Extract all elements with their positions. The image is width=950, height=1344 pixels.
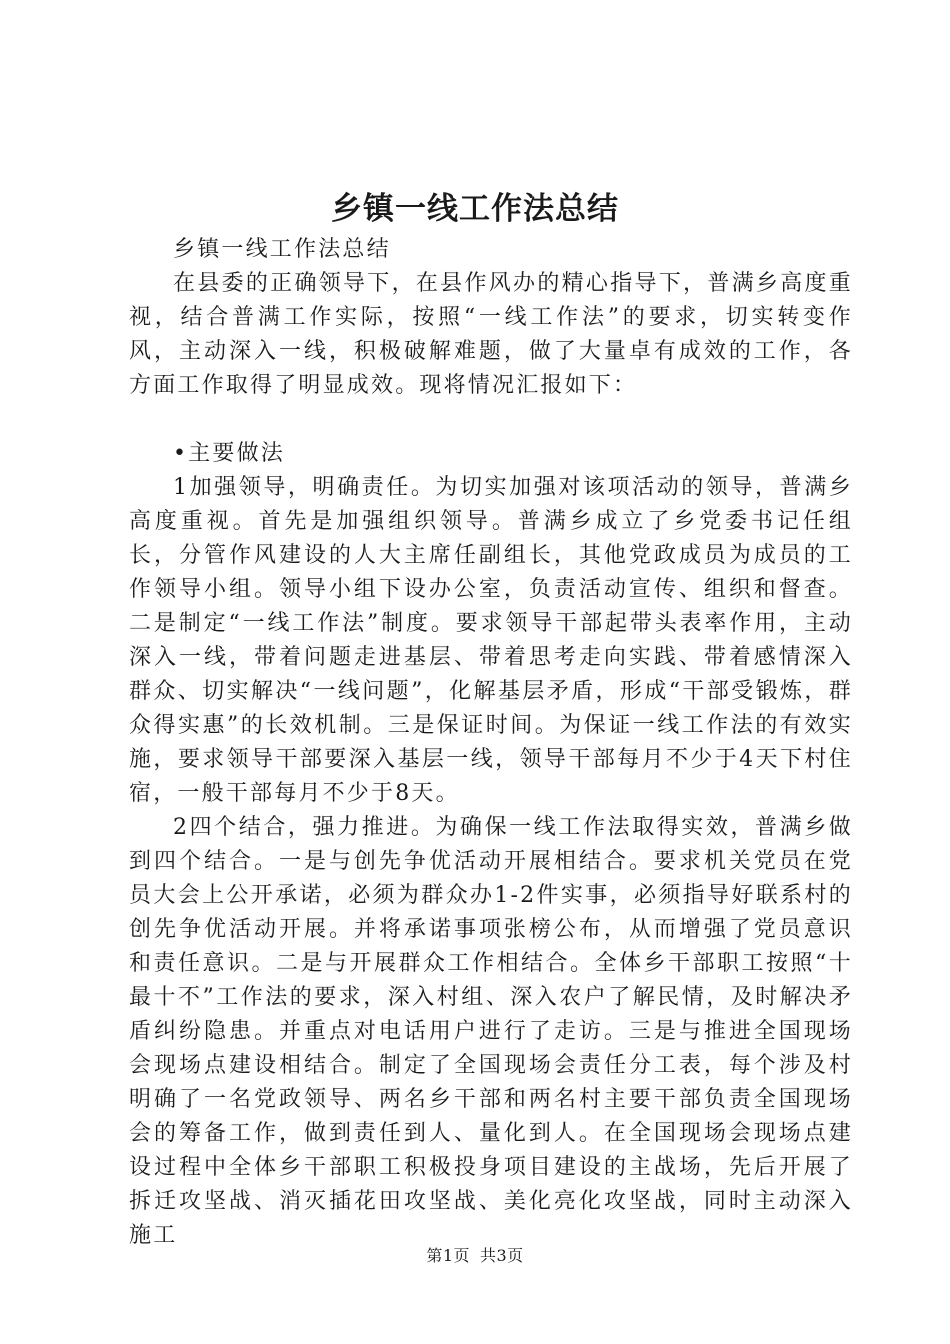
- point-1-paragraph: 1加强领导，明确责任。为切实加强对该项活动的领导，普满乡高度重视。首先是加强组织领导。普满乡成立了乡党委书记任组长，分管作风建设的人大主席任副组长，其他党政成员为成员的工作领导小组。领导小组下设办公室，负责活动宣传、组织和督查。二是制定“一线工作法”制度。要求领导干部起带头表率作用，主动深入一线，带着问题走进基层、带着思考走向实践、带着感情深入群众、切实解决“一线问题”，化解基层矛盾，形成“干部受锻炼，群众得实惠”的长效机制。三是保证时间。为保证一线工作法的有效实施，要求领导干部要深入基层一线，领导干部每月不少于4天下村住宿，一般干部每月不少于8天。: [129, 475, 853, 806]
- page-total: 共3页: [480, 1246, 524, 1265]
- document-title: 乡镇一线工作法总结: [331, 191, 619, 227]
- page-footer: [0, 1243, 950, 1266]
- section-heading: •主要做法: [173, 441, 285, 466]
- page-number: 第1页: [426, 1246, 470, 1265]
- point-2-paragraph: 2四个结合，强力推进。为确保一线工作法取得实效，普满乡做到四个结合。一是与创先争优活动开展相结合。要求机关党员在党员大会上公开承诺，必须为群众办1-2件实事，必须指导好联系村的创先争优活动开展。并将承诺事项张榜公布，从而增强了党员意识和责任意识。二是与开展群众工作相结合。全体乡干部职工按照“十最十不”工作法的要求，深入村组、深入农户了解民情，及时解决矛盾纠纷隐患。并重点对电话用户进行了走访。三是与推进全国现场会现场点建设相结合。制定了全国现场会责任分工表，每个涉及村明确了一名党政领导、两名乡干部和两名村主要干部负责全国现场会的筹备工作，做到责任到人、量化到人。在全国现场会现场点建设过程中全体乡干部职工积极投身项目建设的主战场，先后开展了拆迁攻坚战、消灭插花田攻坚战、美化亮化攻坚战，同时主动深入施工: [129, 815, 853, 1248]
- intro-paragraph: 在县委的正确领导下，在县作风办的精心指导下，普满乡高度重视，结合普满工作实际，按照“一线工作法”的要求，切实转变作风，主动深入一线，积极破解难题，做了大量卓有成效的工作，各方面工作取得了明显成效。现将情况汇报如下：: [129, 271, 853, 398]
- subtitle-paragraph: 乡镇一线工作法总结: [173, 237, 391, 262]
- document-body: [129, 233, 853, 1253]
